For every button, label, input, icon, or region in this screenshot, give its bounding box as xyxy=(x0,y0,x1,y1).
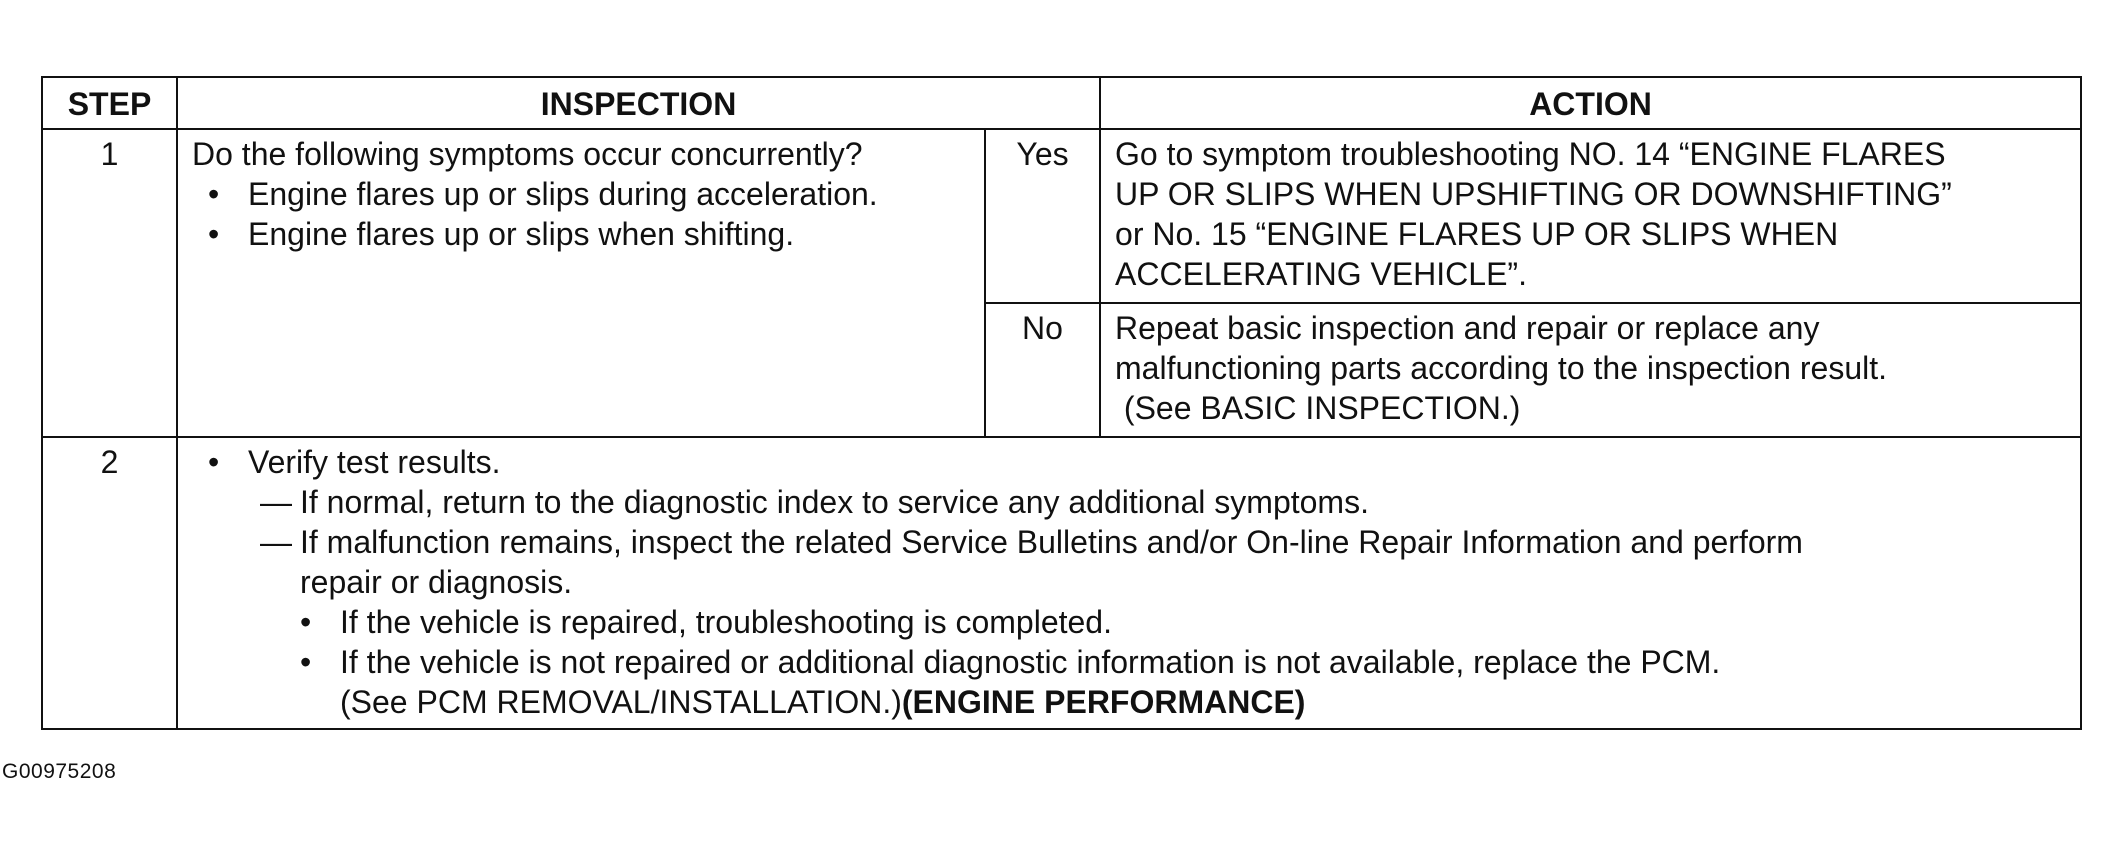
no-action xyxy=(1100,303,2081,437)
yes-action xyxy=(1100,129,2081,303)
step-2-number: 2 xyxy=(42,437,177,729)
step-1-number: 1 xyxy=(42,129,177,437)
dash-icon: — xyxy=(260,524,292,560)
sub-bullet-text: If the vehicle is not repaired or additional diagnostic information is not available, replace the PCM. xyxy=(340,644,1721,680)
header-inspection: INSPECTION xyxy=(177,77,1100,129)
yes-action-line: UP OR SLIPS WHEN UPSHIFTING OR DOWNSHIFTING” xyxy=(1115,176,1952,212)
dash-item-malfunction xyxy=(192,522,2070,562)
pcm-reference-line xyxy=(192,682,2070,722)
step-1-yes-row xyxy=(42,129,2081,303)
step-1-bullet xyxy=(192,214,974,254)
dash-malfunction-text: If malfunction remains, inspect the related Service Bulletins and/or On-line Repair Information and perform xyxy=(300,524,1803,560)
step-1-bullet-text: Engine flares up or slips when shifting. xyxy=(248,216,795,252)
no-action-line: malfunctioning parts according to the inspection result. xyxy=(1115,350,1887,386)
sub-bullet-repaired xyxy=(192,602,2070,642)
step-2-row xyxy=(42,437,2081,729)
yes-label: Yes xyxy=(985,129,1100,303)
bullet-icon: • xyxy=(208,216,220,252)
header-action: ACTION xyxy=(1100,77,2081,129)
sub-bullet-not-repaired xyxy=(192,642,2070,682)
engine-performance-reference: (ENGINE PERFORMANCE) xyxy=(901,684,1306,720)
dash-icon: — xyxy=(260,484,292,520)
no-label: No xyxy=(985,303,1100,437)
diagnostic-table xyxy=(41,76,2082,730)
step-2-bullet xyxy=(192,442,2070,482)
no-action-line: (See BASIC INSPECTION.) xyxy=(1115,390,1521,426)
step-2-bullet-text: Verify test results. xyxy=(248,444,501,480)
step-2-content xyxy=(177,437,2081,729)
bullet-icon: • xyxy=(208,444,220,480)
pcm-see-reference: (See PCM REMOVAL/INSTALLATION.) xyxy=(340,684,902,720)
step-1-question: Do the following symptoms occur concurrently? xyxy=(192,136,863,172)
dash-malfunction-continuation: repair or diagnosis. xyxy=(300,564,573,600)
step-1-bullet xyxy=(192,174,974,214)
yes-action-line: Go to symptom troubleshooting NO. 14 “ENGINE FLARES xyxy=(1115,136,1946,172)
step-1-inspection xyxy=(177,129,985,437)
step-1-bullet-text: Engine flares up or slips during acceleration. xyxy=(248,176,878,212)
figure-code: G00975208 xyxy=(2,760,117,783)
no-action-line: Repeat basic inspection and repair or replace any xyxy=(1115,310,1820,346)
dash-item-normal xyxy=(192,482,2070,522)
bullet-icon: • xyxy=(300,604,312,640)
yes-action-line: or No. 15 “ENGINE FLARES UP OR SLIPS WHEN xyxy=(1115,216,1839,252)
header-step: STEP xyxy=(42,77,177,129)
yes-action-line: ACCELERATING VEHICLE”. xyxy=(1115,256,1527,292)
bullet-icon: • xyxy=(300,644,312,680)
sub-bullet-text: If the vehicle is repaired, troubleshooting is completed. xyxy=(340,604,1112,640)
dash-normal-text: If normal, return to the diagnostic index to service any additional symptoms. xyxy=(300,484,1369,520)
header-row xyxy=(42,77,2081,129)
bullet-icon: • xyxy=(208,176,220,212)
